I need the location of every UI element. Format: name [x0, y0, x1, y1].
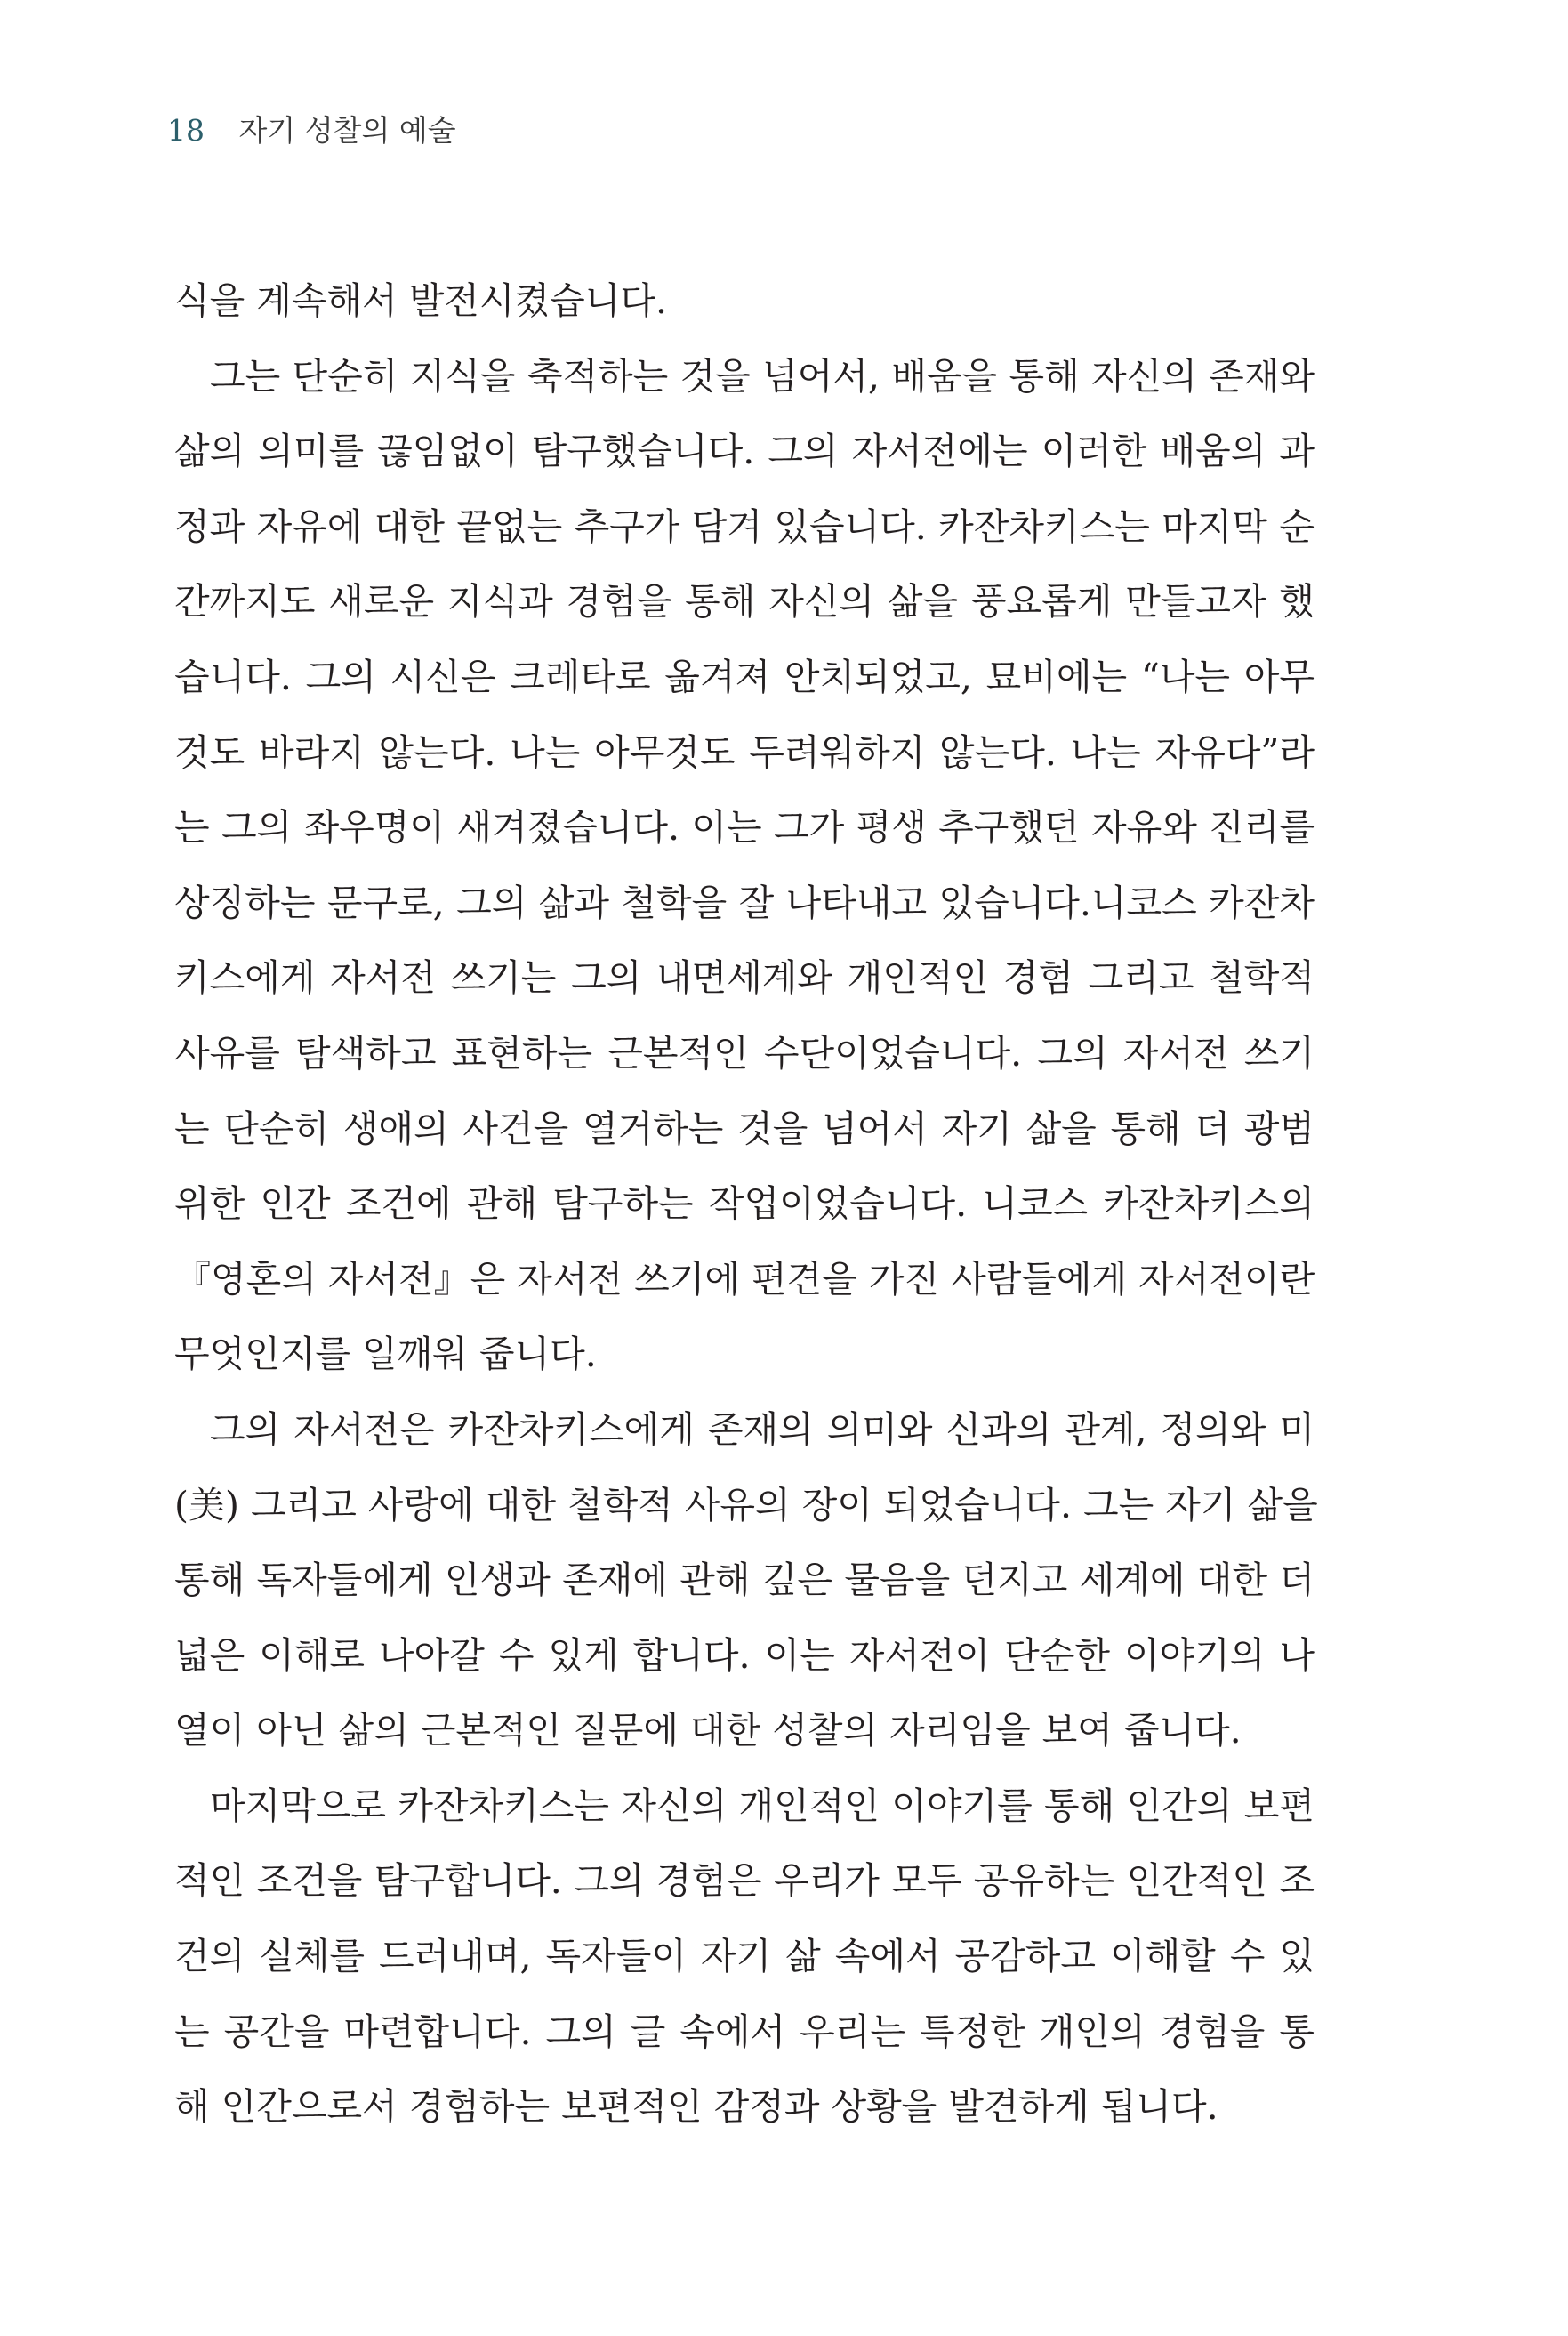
text-line: 열이 아닌 삶의 근본적인 질문에 대한 성찰의 자리임을 보여 줍니다. [174, 1709, 1242, 1752]
text-line: 는 공간을 마련합니다. 그의 글 속에서 우리는 특정한 개인의 경험을 통 [174, 2010, 1315, 2053]
paragraph [174, 263, 1315, 339]
text-line: 키스에게 자서전 쓰기는 그의 내면세계와 개인적인 경험 그리고 철학적 [174, 956, 1315, 1000]
text-line: 그는 단순히 지식을 축적하는 것을 넘어서, 배움을 통해 자신의 존재와 [210, 354, 1315, 398]
text-line: 무엇인지를 일깨워 줍니다. [174, 1333, 597, 1376]
text-line: 식을 계속해서 발전시켰습니다. [174, 279, 667, 322]
text-line: 건의 실체를 드러내며, 독자들이 자기 삶 속에서 공감하고 이해할 수 있 [174, 1935, 1315, 1978]
running-head [167, 109, 456, 153]
text-line: 상징하는 문구로, 그의 삶과 철학을 잘 나타내고 있습니다.니코스 카잔차 [174, 881, 1315, 924]
paragraph [174, 1768, 1315, 2145]
paragraph [174, 339, 1315, 1392]
text-line: 그의 자서전은 카잔차키스에게 존재의 의미와 신과의 관계, 정의와 미 [210, 1407, 1315, 1451]
paragraph [174, 1392, 1318, 1768]
text-line: 정과 자유에 대한 끝없는 추구가 담겨 있습니다. 카잔차키스는 마지막 순 [174, 504, 1315, 548]
text-line: 적인 조건을 탐구합니다. 그의 경험은 우리가 모두 공유하는 인간적인 조 [174, 1859, 1315, 1903]
text-line: 해 인간으로서 경험하는 보편적인 감정과 상황을 발견하게 됩니다. [174, 2085, 1218, 2129]
text-line: 통해 독자들에게 인생과 존재에 관해 깊은 물음을 던지고 세계에 대한 더 [174, 1559, 1315, 1602]
text-line: 는 그의 좌우명이 새겨졌습니다. 이는 그가 평생 추구했던 자유와 진리를 [174, 806, 1315, 850]
text-line: 것도 바라지 않는다. 나는 아무것도 두려워하지 않는다. 나는 자유다”라 [174, 730, 1315, 774]
page-number: 18 [167, 113, 205, 148]
body-text [174, 263, 1318, 2145]
text-line: 습니다. 그의 시신은 크레타로 옮겨져 안치되었고, 묘비에는 “나는 아무 [174, 655, 1315, 698]
text-line: 사유를 탐색하고 표현하는 근본적인 수단이었습니다. 그의 자서전 쓰기 [174, 1031, 1315, 1075]
text-line: 삶의 의미를 끊임없이 탐구했습니다. 그의 자서전에는 이러한 배움의 과 [174, 430, 1315, 473]
text-line: (美) 그리고 사랑에 대한 철학적 사유의 장이 되었습니다. 그는 자기 삶을 [174, 1483, 1318, 1526]
text-line: 간까지도 새로운 지식과 경험을 통해 자신의 삶을 풍요롭게 만들고자 했 [174, 580, 1315, 624]
book-title: 자기 성찰의 예술 [238, 113, 456, 148]
text-line: 마지막으로 카잔차키스는 자신의 개인적인 이야기를 통해 인간의 보편 [210, 1784, 1315, 1827]
text-line: 넓은 이해로 나아갈 수 있게 합니다. 이는 자서전이 단순한 이야기의 나 [174, 1633, 1315, 1677]
text-line: 는 단순히 생애의 사건을 열거하는 것을 넘어서 자기 삶을 통해 더 광범 [174, 1107, 1315, 1150]
text-line: 『영혼의 자서전』은 자서전 쓰기에 편견을 가진 사람들에게 자서전이란 [174, 1257, 1315, 1301]
text-line: 위한 인간 조건에 관해 탐구하는 작업이었습니다. 니코스 카잔차키스의 [174, 1182, 1315, 1226]
